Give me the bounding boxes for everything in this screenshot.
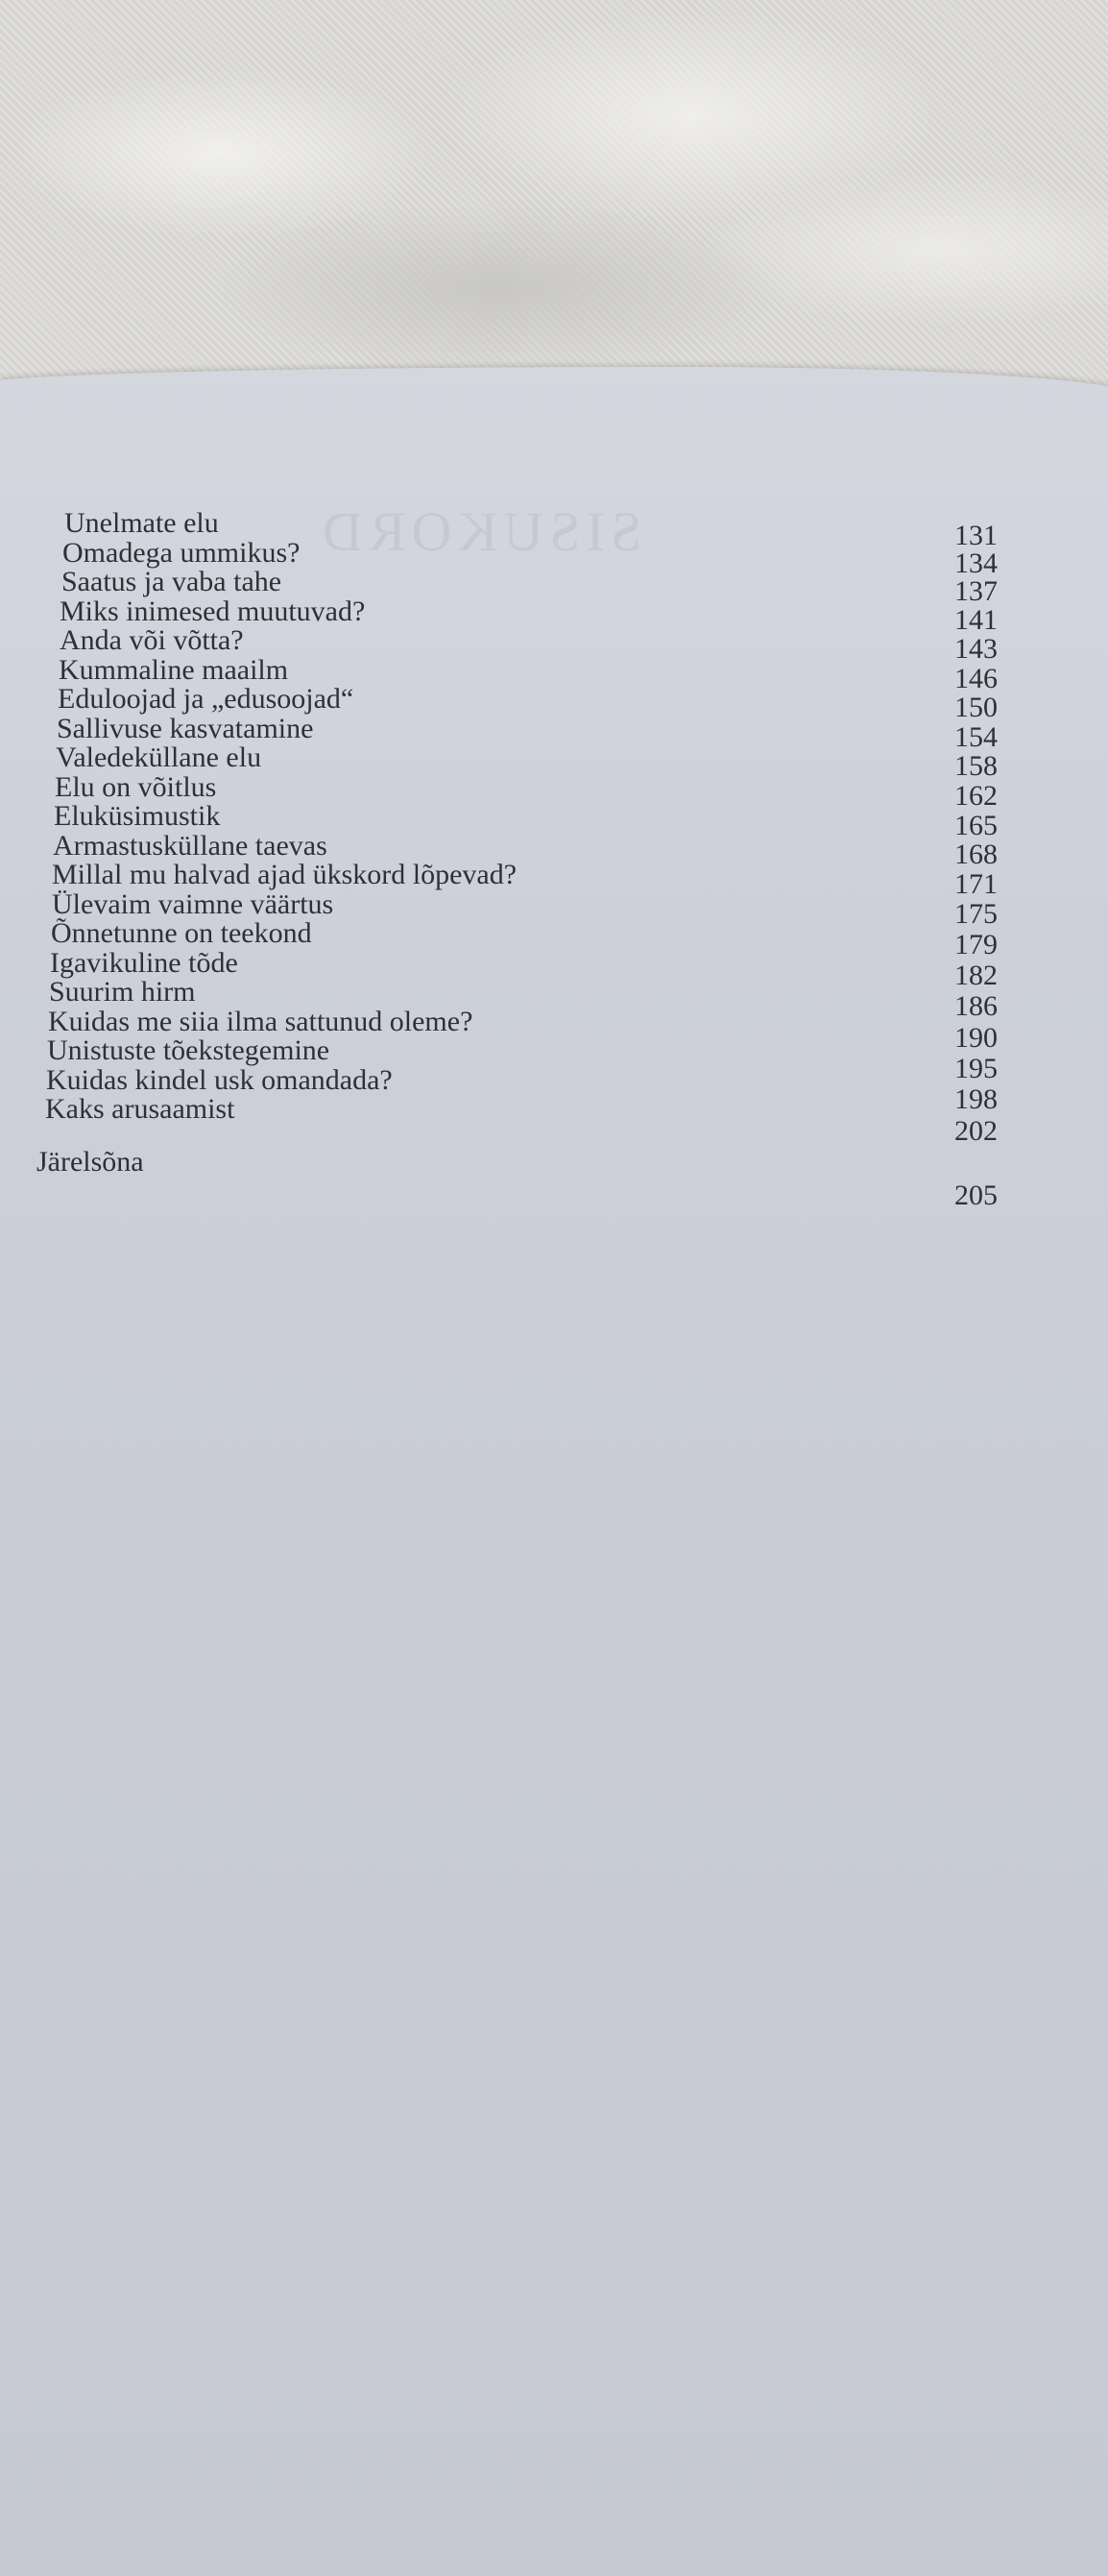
toc-page-number: 171 xyxy=(954,868,998,900)
toc-page-number: 190 xyxy=(954,1022,998,1054)
toc-page-number: 162 xyxy=(954,780,998,812)
toc-page-number: 146 xyxy=(954,663,998,694)
toc-entry-title: Unistuste tõekstegemine xyxy=(47,1034,330,1066)
toc-page-number: 198 xyxy=(954,1083,998,1115)
toc-page-number: 168 xyxy=(954,838,998,870)
toc-page-number: 154 xyxy=(954,721,998,753)
toc-entry-title: Armastusküllane taevas xyxy=(53,830,327,862)
toc-entry-title: Kuidas me siia ilma sattunud oleme? xyxy=(48,1006,473,1037)
fabric-background xyxy=(0,0,1108,403)
toc-entry-title: Elu on võitlus xyxy=(55,771,217,803)
toc-page-number: 182 xyxy=(954,960,998,991)
toc-entry-title: Suurim hirm xyxy=(49,976,196,1008)
toc-entry-title: Igavikuline tõde xyxy=(50,947,238,979)
toc-page-number: 131 xyxy=(954,520,998,551)
toc-page-number: 175 xyxy=(954,898,998,930)
toc-entry-title: Sallivuse kasvatamine xyxy=(57,713,314,744)
toc-page-number: 150 xyxy=(954,692,998,723)
toc-entry-title: Anda või võtta? xyxy=(60,624,244,656)
toc-entry-title: Saatus ja vaba tahe xyxy=(61,566,282,597)
toc-entry-title: Kaks arusaamist xyxy=(45,1093,235,1125)
toc-page-number: 186 xyxy=(954,990,998,1022)
show-through-heading: SISUKORD xyxy=(317,500,642,563)
toc-page-number: 141 xyxy=(954,604,998,636)
toc-page-number: 134 xyxy=(954,547,998,579)
toc-page-number: 179 xyxy=(954,929,998,960)
toc-page-number: 158 xyxy=(954,750,998,782)
toc-entry-title: Kummaline maailm xyxy=(59,654,289,686)
toc-entry-title: Eduloojad ja „edusoojad“ xyxy=(58,683,354,715)
toc-entry-title: Ülevaim vaimne väärtus xyxy=(52,888,334,920)
toc-page-number: 195 xyxy=(954,1053,998,1084)
toc-page-number: 202 xyxy=(954,1115,998,1147)
toc-entry-title: Õnnetunne on teekond xyxy=(51,917,312,949)
toc-entry-title: Eluküsimustik xyxy=(54,800,221,832)
toc-entry-title: Valedeküllane elu xyxy=(56,741,262,773)
toc-entry-title: Millal mu halvad ajad ükskord lõpevad? xyxy=(52,859,518,890)
toc-page-number: 137 xyxy=(954,575,998,607)
toc-entry-title: Järelsõna xyxy=(36,1146,144,1178)
toc-entry-title: Unelmate elu xyxy=(64,507,219,539)
toc-entry-title: Kuidas kindel usk omandada? xyxy=(46,1064,393,1096)
toc-entry-title: Miks inimesed muutuvad? xyxy=(60,595,366,627)
toc-page-number: 205 xyxy=(954,1179,998,1211)
toc-entry-title: Omadega ummikus? xyxy=(62,537,301,569)
toc-page-number: 165 xyxy=(954,810,998,841)
toc-page-number: 143 xyxy=(954,633,998,665)
